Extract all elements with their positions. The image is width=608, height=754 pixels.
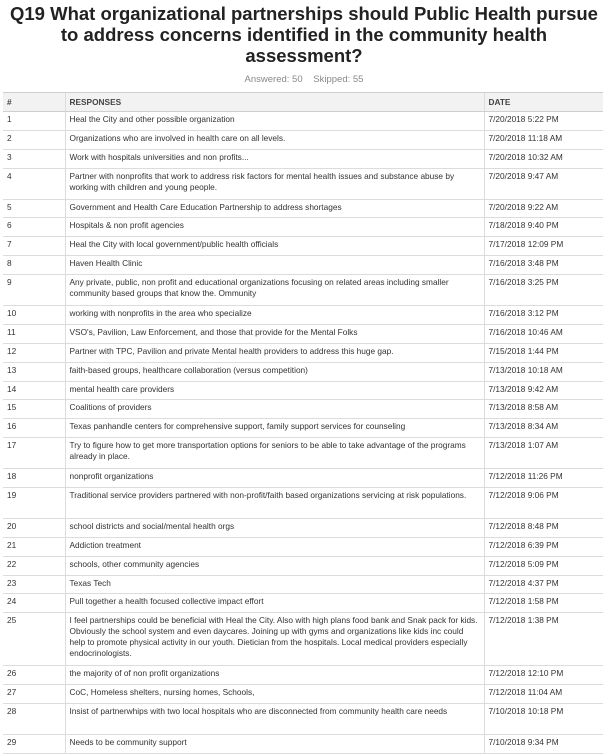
table-row (3, 685, 603, 704)
row-number: 6 (3, 218, 65, 237)
table-row (3, 218, 603, 237)
row-date: 7/20/2018 9:22 AM (484, 199, 603, 218)
row-number: 18 (3, 469, 65, 488)
row-response: Government and Health Care Education Partnership to address shortages (65, 199, 484, 218)
row-response: CoC, Homeless shelters, nursing homes, Schools, (65, 685, 484, 704)
row-response: Addiction treatment (65, 537, 484, 556)
row-number: 29 (3, 735, 65, 754)
row-response: mental health care providers (65, 381, 484, 400)
header-responses: RESPONSES (65, 93, 484, 112)
row-response: Partner with TPC, Pavilion and private Mental health providers to address this huge gap. (65, 343, 484, 362)
row-number: 14 (3, 381, 65, 400)
row-response: Insist of partnerwhips with two local hospitals who are disconnected from community health care needs (65, 704, 484, 735)
row-response: Partner with nonprofits that work to address risk factors for mental health issues and substance abuse by working with children and young people. (65, 168, 484, 199)
header-date: DATE (484, 93, 603, 112)
row-response: Texas panhandle centers for comprehensive support, family support services for counseling (65, 419, 484, 438)
table-row (3, 438, 603, 469)
row-response: faith-based groups, healthcare collaboration (versus competition) (65, 362, 484, 381)
table-row (3, 237, 603, 256)
row-response: Heal the City with local government/public health officials (65, 237, 484, 256)
table-row (3, 256, 603, 275)
row-number: 12 (3, 343, 65, 362)
table-row (3, 306, 603, 325)
table-row (3, 362, 603, 381)
table-row (3, 575, 603, 594)
row-number: 10 (3, 306, 65, 325)
row-response: VSO's, Pavilion, Law Enforcement, and those that provide for the Mental Folks (65, 324, 484, 343)
row-response: Texas Tech (65, 575, 484, 594)
table-row (3, 419, 603, 438)
table-row (3, 343, 603, 362)
row-number: 3 (3, 149, 65, 168)
row-date: 7/12/2018 11:04 AM (484, 685, 603, 704)
row-response: Traditional service providers partnered with non-profit/faith based organizations servicing at risk populations. (65, 488, 484, 519)
row-number: 2 (3, 130, 65, 149)
table-row (3, 556, 603, 575)
table-row (3, 613, 603, 666)
row-date: 7/13/2018 8:58 AM (484, 400, 603, 419)
row-date: 7/12/2018 8:48 PM (484, 518, 603, 537)
row-number: 21 (3, 537, 65, 556)
table-row (3, 518, 603, 537)
row-response: Pull together a health focused collective impact effort (65, 594, 484, 613)
row-response: Work with hospitals universities and non profits... (65, 149, 484, 168)
row-number: 15 (3, 400, 65, 419)
row-date: 7/20/2018 9:47 AM (484, 168, 603, 199)
row-number: 28 (3, 704, 65, 735)
row-date: 7/18/2018 9:40 PM (484, 218, 603, 237)
row-date: 7/10/2018 10:18 PM (484, 704, 603, 735)
row-number: 11 (3, 324, 65, 343)
table-row (3, 666, 603, 685)
row-number: 20 (3, 518, 65, 537)
row-date: 7/12/2018 1:58 PM (484, 594, 603, 613)
row-number: 4 (3, 168, 65, 199)
skipped-count: Skipped: 55 (313, 74, 364, 85)
question-title: Q19 What organizational partnerships should Public Health pursue to address concerns identified in the community health assessment? (10, 3, 598, 66)
row-date: 7/12/2018 12:10 PM (484, 666, 603, 685)
row-date: 7/17/2018 12:09 PM (484, 237, 603, 256)
row-number: 16 (3, 419, 65, 438)
row-date: 7/20/2018 10:32 AM (484, 149, 603, 168)
row-date: 7/13/2018 10:18 AM (484, 362, 603, 381)
response-stats (0, 74, 608, 88)
row-response: school districts and social/mental health orgs (65, 518, 484, 537)
row-date: 7/16/2018 3:48 PM (484, 256, 603, 275)
row-number: 7 (3, 237, 65, 256)
table-row (3, 149, 603, 168)
row-response: the majority of of non profit organizations (65, 666, 484, 685)
row-response: Organizations who are involved in health care on all levels. (65, 130, 484, 149)
row-date: 7/12/2018 9:06 PM (484, 488, 603, 519)
row-date: 7/13/2018 9:42 AM (484, 381, 603, 400)
row-response: Any private, public, non profit and educational organizations focusing on related areas including smaller community based groups that know the. Ommunity (65, 275, 484, 306)
table-body (3, 112, 603, 754)
row-number: 22 (3, 556, 65, 575)
row-response: Coalitions of providers (65, 400, 484, 419)
row-response: Hospitals & non profit agencies (65, 218, 484, 237)
row-number: 13 (3, 362, 65, 381)
table-header (3, 93, 603, 112)
table-row (3, 130, 603, 149)
row-date: 7/16/2018 3:25 PM (484, 275, 603, 306)
table-row (3, 381, 603, 400)
row-date: 7/13/2018 8:34 AM (484, 419, 603, 438)
row-number: 23 (3, 575, 65, 594)
answered-count: Answered: 50 (244, 74, 303, 85)
row-number: 8 (3, 256, 65, 275)
row-response: working with nonprofits in the area who specialize (65, 306, 484, 325)
row-number: 1 (3, 112, 65, 131)
row-response: schools, other community agencies (65, 556, 484, 575)
table-row (3, 199, 603, 218)
row-number: 26 (3, 666, 65, 685)
table-row (3, 112, 603, 131)
table-row (3, 400, 603, 419)
table-row (3, 704, 603, 735)
row-number: 19 (3, 488, 65, 519)
row-response: nonprofit organizations (65, 469, 484, 488)
row-date: 7/16/2018 10:46 AM (484, 324, 603, 343)
table-row (3, 324, 603, 343)
table-row (3, 594, 603, 613)
row-number: 27 (3, 685, 65, 704)
row-response: Heal the City and other possible organization (65, 112, 484, 131)
row-date: 7/13/2018 1:07 AM (484, 438, 603, 469)
table-row (3, 735, 603, 754)
table-row (3, 537, 603, 556)
row-number: 25 (3, 613, 65, 666)
row-number: 24 (3, 594, 65, 613)
row-date: 7/12/2018 4:37 PM (484, 575, 603, 594)
row-date: 7/12/2018 6:39 PM (484, 537, 603, 556)
row-date: 7/15/2018 1:44 PM (484, 343, 603, 362)
row-response: I feel partnerships could be beneficial with Heal the City. Also with high plans food bank and Snak pack for kids. Obviously the school system and even daycares. Joining up with gyms and organizations like kids inc could help to promote physical activity in our youth. Dietician from the hospitals. Local medical providers especially endocrinologists. (65, 613, 484, 666)
row-date: 7/16/2018 3:12 PM (484, 306, 603, 325)
row-number: 9 (3, 275, 65, 306)
responses-table (3, 92, 603, 754)
row-date: 7/20/2018 11:18 AM (484, 130, 603, 149)
row-response: Try to figure how to get more transportation options for seniors to be able to take advantage of the programs already in place. (65, 438, 484, 469)
row-date: 7/12/2018 1:38 PM (484, 613, 603, 666)
row-response: Haven Health Clinic (65, 256, 484, 275)
table-row (3, 275, 603, 306)
row-number: 5 (3, 199, 65, 218)
row-date: 7/20/2018 5:22 PM (484, 112, 603, 131)
table-row (3, 488, 603, 519)
row-date: 7/10/2018 9:34 PM (484, 735, 603, 754)
row-date: 7/12/2018 11:26 PM (484, 469, 603, 488)
row-response: Needs to be community support (65, 735, 484, 754)
row-number: 17 (3, 438, 65, 469)
row-date: 7/12/2018 5:09 PM (484, 556, 603, 575)
header-number: # (3, 93, 65, 112)
table-row (3, 168, 603, 199)
table-row (3, 469, 603, 488)
